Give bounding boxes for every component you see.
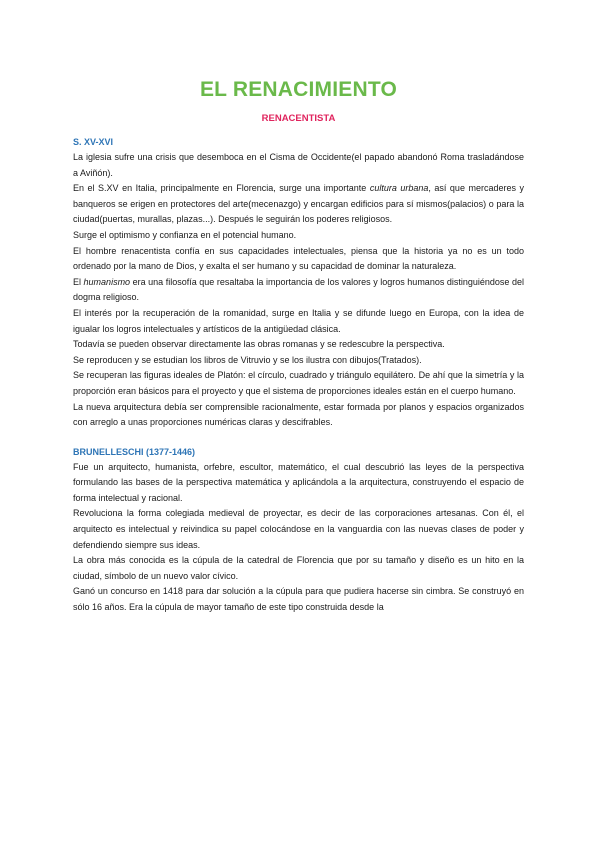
paragraph-romanidad: El interés por la recuperación de la romanidad, surge en Italia y se difunde luego en Europa, con la idea de igualar los logros intelectuales y artísticos de la antigüedad clásica. [73, 307, 524, 334]
paragraph-cultura-urbana: En el S.XV en Italia, principalmente en Florencia, surge una importante cultura urbana, así que mercaderes y banqueros se erigen en protectores del arte(mecenazgo) y encargan edificios para sí mismos(palacios) o para la ciudad(puertas, murallas, plazas...). Después le seguirán los poderes religiosos. [73, 183, 524, 225]
paragraph-vitruvio: Se reproducen y se estudian los libros de Vitruvio y se los ilustra con dibujos(Tratados). [73, 354, 422, 365]
emphasis-term: cultura urbana [369, 183, 429, 194]
emphasis-term: humanismo [83, 276, 131, 287]
paragraph-brunelleschi-bio: Fue un arquitecto, humanista, orfebre, escultor, matemático, el cual descubrió las leyes de la perspectiva formulando las bases de la perspectiva matemática y aplicándola a la arquitectura, construyendo el espacio de forma intelectual y racional. [73, 461, 524, 503]
paragraph-optimismo: Surge el optimismo y confianza en el potencial humano. [73, 229, 297, 240]
section-heading-period: S. XV-XVI [73, 137, 114, 147]
paragraph-nueva-arquitectura: La nueva arquitectura debía ser comprensible racionalmente, estar formada por planos y espacios organizados con arreglo a unas proporciones numéricas claras y descifrables. [73, 401, 524, 428]
paragraph-cisma: La iglesia sufre una crisis que desemboca en el Cisma de Occidente(el papado abandonó Roma trasladándose a Aviñón). [73, 152, 524, 178]
paragraph-cupula: La obra más conocida es la cúpula de la catedral de Florencia que por su tamaño y diseño es un hito en la ciudad, símbolo de un nuevo valor cívico. [73, 555, 524, 581]
paragraph-perspectiva: Todavía se pueden observar directamente las obras romanas y se redescubre la perspectiva. [73, 339, 445, 350]
section-heading-brunelleschi: BRUNELLESCHI (1377-1446) [73, 446, 196, 457]
paragraph-humanismo: El humanismo era una filosofía que resaltaba la importancia de los valores y logros humanos distinguiéndose del dogma religioso. [73, 276, 524, 303]
paragraph-platon: Se recuperan las figuras ideales de Platón: el círculo, cuadrado y triángulo equilátero. De ahí que la simetría y la proporción eran básicos para el proyecto y que el sistema de proporciones ideales están en el cuerpo humano. [73, 370, 524, 396]
paragraph-hombre-renacentista: El hombre renacentista confía en sus capacidades intelectuales, piensa que la historia ya no es un todo ordenado por la mano de Dios, y exalta el ser humano y su capacidad de dominar la naturaleza. [73, 245, 524, 272]
document-title: EL RENACIMIENTO [199, 78, 398, 101]
paragraph-concurso: Ganó un concurso en 1418 para dar solución a la cúpula para que pudiera hacerse sin cimbra. Se construyó en sólo 16 años. Era la cúpula de mayor tamaño de este tipo construida desde la [73, 586, 524, 613]
paragraph-revoluciona: Revoluciona la forma colegiada medieval de proyectar, es decir de las corporaciones artesanas. Con él, el arquitecto es intelectual y reivindica su papel colocándose en la vanguardia con las nuevas clases de poder y defendiendo siempre sus ideas. [73, 508, 524, 550]
document-subtitle: RENACENTISTA [261, 113, 336, 124]
